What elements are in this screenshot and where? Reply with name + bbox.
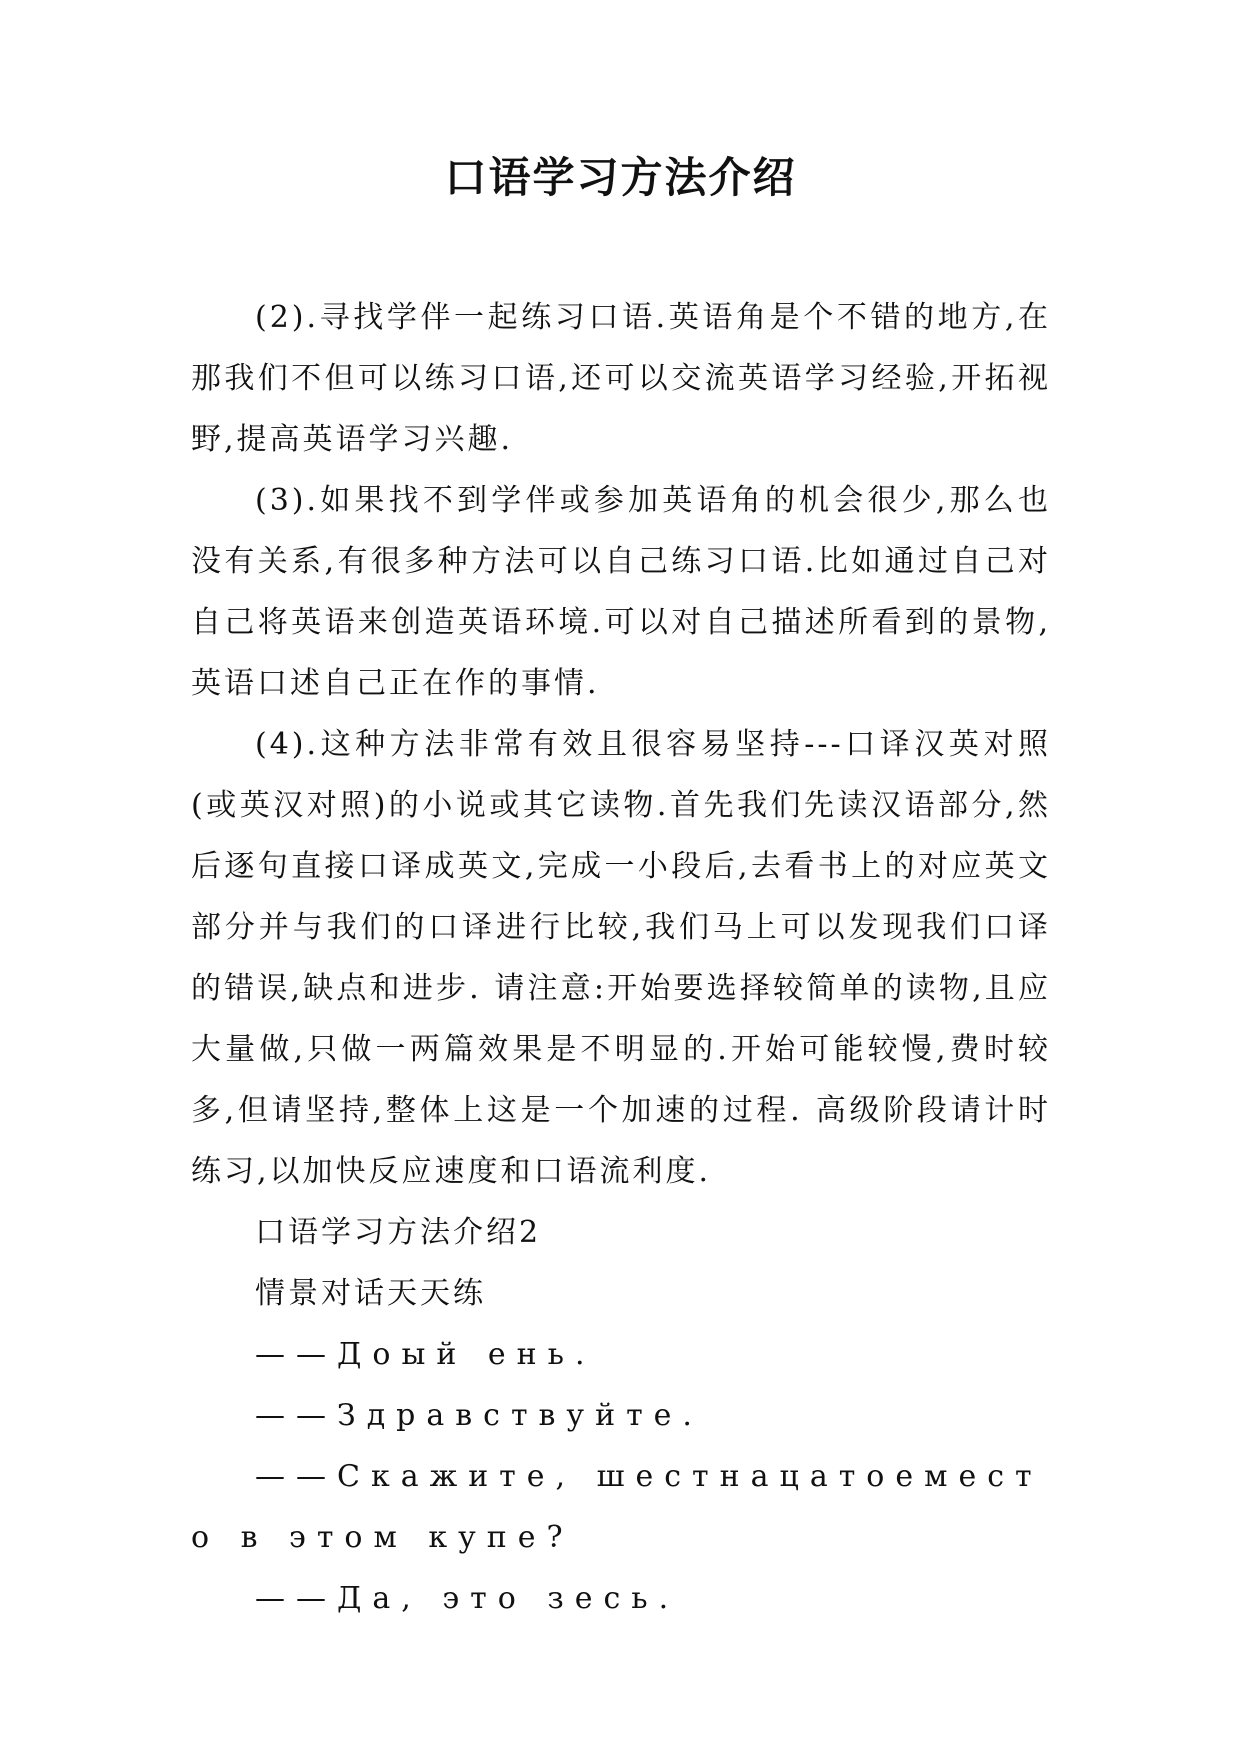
section-heading: 口语学习方法介绍2: [255, 1215, 542, 1250]
paragraph-3: (3).如果找不到学伴或参加英语角的机会很少,那么也没有关系,有很多种方法可以自己练习口语.比如通过自己对自己将英语来创造英语环境.可以对自己描述所看到的景物,英语口述自己正在作的事情.: [191, 483, 1051, 701]
dialog-line: ——Скажите, шестнацатоеместо в этом купе?: [191, 1459, 1043, 1555]
section-subheading: 情景对话天天练: [255, 1276, 486, 1311]
dialog-line: ——Здравствуйте.: [255, 1398, 703, 1433]
paragraph-4: (4).这种方法非常有效且很容易坚持---口译汉英对照(或英汉对照)的小说或其它读物.首先我们先读汉语部分,然后逐句直接口译成英文,完成一小段后,去看书上的对应英文部分并与我们的口译进行比较,我们马上可以发现我们口译的错误,缺点和进步. 请注意:开始要选择较简单的读物,且应大量做,只做一两篇效果是不明显的.开始可能较慢,费时较多,但请坚持,整体上这是一个加速的过程. 高级阶段请计时练习,以加快反应速度和口语流利度.: [191, 727, 1051, 1189]
document-title: 口语学习方法介绍: [444, 153, 797, 202]
paragraph-2: (2).寻找学伴一起练习口语.英语角是个不错的地方,在那我们不但可以练习口语,还可以交流英语学习经验,开拓视野,提高英语学习兴趣.: [191, 300, 1051, 457]
dialog-line: ——Доый ень.: [255, 1337, 596, 1372]
document-body: [191, 287, 1051, 1629]
dialog-line: ——Да, это зесь.: [255, 1581, 680, 1616]
